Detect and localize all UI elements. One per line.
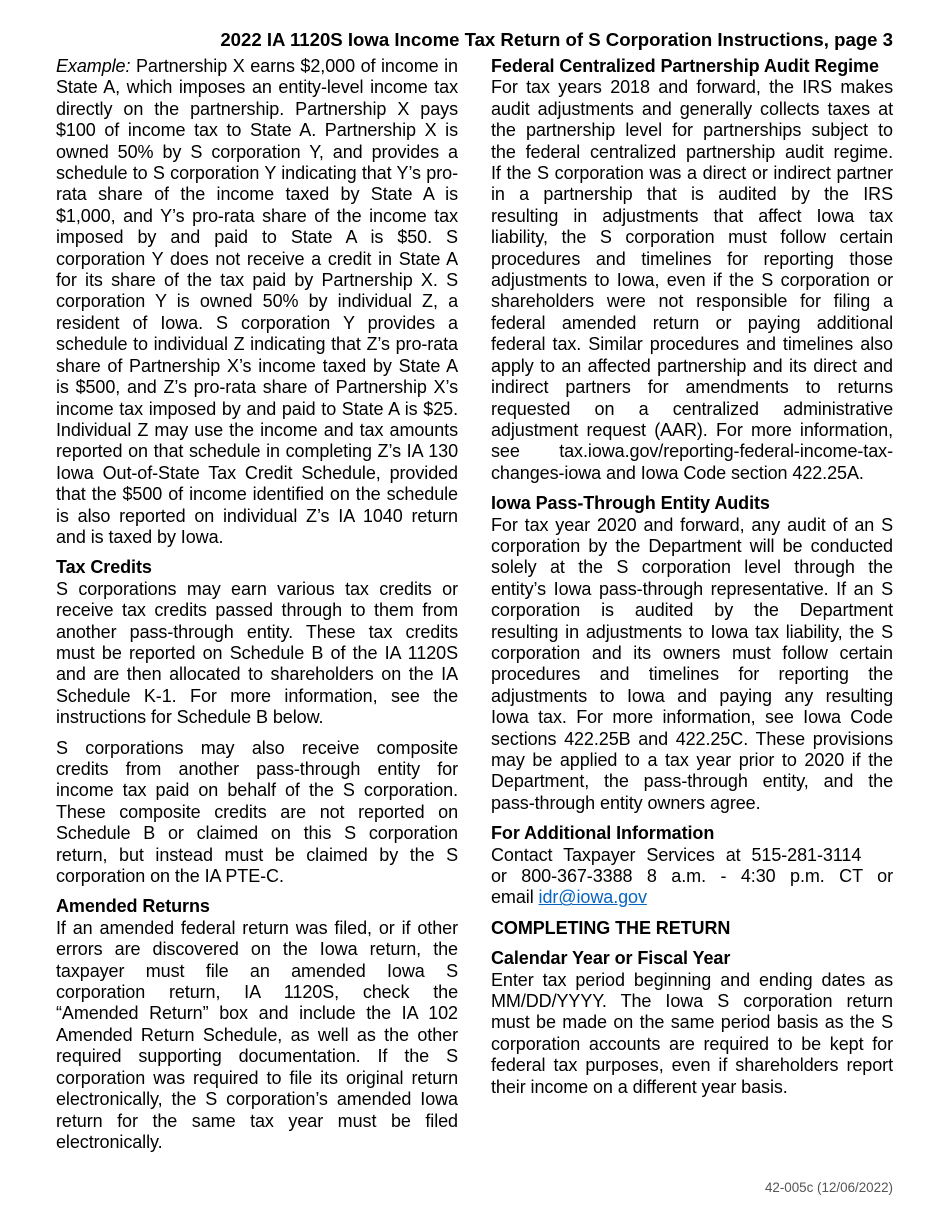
- text-line: sections 422.25B and 422.25C. These provisions: [491, 728, 893, 749]
- text-line: imposed by and paid to State A is $50. S: [56, 227, 458, 248]
- text-line: adjustments to Iowa, even if the S corporation or: [491, 270, 893, 291]
- contact-phone-line: Contact Taxpayer Services at 515-281-3114: [491, 844, 862, 865]
- text-line: electronically.: [56, 1131, 163, 1152]
- text-line: that the $500 of income identified on the schedule: [56, 484, 458, 505]
- text-line: corporation accounts are required to be kept for: [491, 1033, 893, 1054]
- text-line: These composite credits are not reported on: [56, 801, 458, 822]
- text-line: Iowa Out-of-State Tax Credit Schedule, provided: [56, 462, 458, 483]
- form-code-footer: 42-005c (12/06/2022): [764, 1180, 893, 1195]
- email-label: email: [491, 887, 534, 908]
- example-paragraph: [56, 56, 458, 548]
- text-line: Schedule B or claimed on this S corporation: [56, 823, 458, 844]
- text-line: reported on that schedule in completing Z’s IA 130: [56, 441, 458, 462]
- text-line: adjustment request (AAR). For more information,: [491, 419, 893, 440]
- text-line: changes-iowa and Iowa Code section 422.25A.: [491, 462, 864, 483]
- text-line: see tax.iowa.gov/reporting-federal-income-tax-: [491, 441, 893, 462]
- text-line: [56, 56, 458, 77]
- federal-audit-paragraph: [491, 77, 893, 484]
- text-line: income tax imposed by and paid to State A is $25.: [56, 398, 458, 419]
- text-line: corporation Y does not receive a credit in State A: [56, 248, 458, 269]
- text-line: instructions for Schedule B below.: [56, 707, 324, 728]
- right-column: [491, 56, 893, 1098]
- completing-return-heading: COMPLETING THE RETURN: [491, 917, 731, 938]
- text-line: must be made on the same period basis as the S: [491, 1012, 893, 1033]
- text-line: owned 50% by S corporation Y, and provides a: [56, 141, 458, 162]
- text-line: shareholders were not responsible for filing a: [491, 291, 893, 312]
- text-line: entity’s Iowa pass-through representative. If an S: [491, 578, 893, 599]
- contact-hours-line: or 800-367-3388 8 a.m. - 4:30 p.m. CT or: [491, 866, 893, 887]
- example-lines: [56, 77, 458, 548]
- text-line: indirect partners for amendments to returns: [491, 377, 893, 398]
- text-line: may be applied to a tax year prior to 2020 if the: [491, 750, 893, 770]
- left-column: [56, 56, 458, 1153]
- text-line: schedule to individual Z indicating that Z’s pro-rata: [56, 334, 458, 355]
- text-line: Enter tax period beginning and ending dates as: [491, 969, 893, 990]
- text-line: rata share of the income taxed by State A is: [56, 184, 458, 205]
- amended-returns-heading: Amended Returns: [56, 896, 210, 917]
- text-line: resulting in adjustments that affect Iowa tax: [491, 205, 893, 226]
- contact-email-line: [491, 887, 893, 908]
- text-line: receive tax credits passed through to them from: [56, 600, 458, 621]
- calendar-year-heading: Calendar Year or Fiscal Year: [491, 948, 731, 969]
- text-line: Schedule K-1. For more information, see the: [56, 685, 458, 706]
- text-line: S corporations may also receive composite: [56, 737, 458, 758]
- text-line: liability, the S corporation must follow certain: [491, 227, 893, 248]
- text-line: Iowa tax. For more information, see Iowa Code: [491, 707, 893, 728]
- text-line: $1,000, and Y’s pro-rata share of the income tax: [56, 205, 458, 226]
- text-line: corporation and its owners must follow certain: [491, 642, 893, 663]
- iowa-audits-heading: Iowa Pass-Through Entity Audits: [491, 493, 770, 514]
- amended-returns-paragraph: [56, 918, 458, 1153]
- text-line: “Amended Return” box and include the IA 102: [56, 1003, 458, 1024]
- tax-credits-paragraph-2: [56, 738, 458, 888]
- text-line: the federal centralized partnership audit regime.: [491, 141, 893, 162]
- text-line: their income on a different year basis.: [491, 1076, 788, 1097]
- text-line: corporation was required to file its original return: [56, 1067, 458, 1088]
- text-line: corporation Y is owned 50% by individual Z, a: [56, 291, 458, 312]
- text-line: resulting in adjustments to Iowa tax liability, the S: [491, 621, 893, 642]
- text-line: resident of Iowa. S corporation Y provides a: [56, 312, 458, 333]
- text-line: schedule to S corporation Y indicating that Y’s pro-: [56, 163, 458, 184]
- text-line: is also reported on individual Z’s IA 1040 return: [56, 505, 458, 526]
- text-line: return, but instead must be claimed by the S: [56, 844, 458, 865]
- text-line: If an amended federal return was filed, or if other: [56, 917, 458, 938]
- text-line: corporation is audited by the Department: [491, 600, 893, 621]
- text-line: If the S corporation was a direct or indirect partner: [491, 163, 893, 184]
- text-line: credits from another pass-through entity for: [56, 759, 458, 779]
- text-line: and are then allocated to shareholders on the IA: [56, 664, 458, 685]
- text-line: adjustments to Iowa and paying any resulting: [491, 685, 893, 706]
- text-line: requested on a centralized administrative: [491, 398, 893, 419]
- text-line: $100 of income tax to State A. Partnership X is: [56, 120, 458, 141]
- text-line: is $500, and Z’s pro-rata share of Partnership X’s: [56, 377, 458, 398]
- text-line: For tax years 2018 and forward, the IRS makes: [491, 77, 893, 98]
- text-line: solely at the S corporation level through the: [491, 557, 893, 578]
- text-line: errors are discovered on the Iowa return, the: [56, 939, 458, 960]
- text-line: Department, the pass-through entity, and the: [491, 771, 893, 792]
- contact-info: [491, 845, 893, 909]
- text-line: the partnership level for partnerships subject to: [491, 120, 893, 141]
- tax-credits-heading: Tax Credits: [56, 557, 152, 578]
- text-line: income tax paid on behalf of the S corporation.: [56, 780, 458, 801]
- text-line: For tax year 2020 and forward, any audit of an S: [491, 514, 893, 535]
- text-line: in a partnership that is audited by the IRS: [491, 184, 893, 205]
- email-link[interactable]: idr@iowa.gov: [538, 887, 647, 908]
- iowa-audits-paragraph: [491, 515, 893, 815]
- example-first-line: Partnership X earns $2,000 of income in: [135, 56, 458, 76]
- text-line: return for the same tax year must be filed: [56, 1110, 458, 1131]
- text-line: must be reported on Schedule B of the IA 1120S: [56, 642, 458, 663]
- text-line: another pass-through entity. These tax credits: [56, 621, 458, 642]
- text-line: share of Partnership X’s income taxed by State A: [56, 355, 458, 376]
- text-line: for its share of the tax paid by Partnership X. S: [56, 270, 458, 291]
- text-line: procedures and timelines for reporting the: [491, 664, 893, 685]
- text-line: State A, which imposes an entity-level income tax: [56, 77, 458, 98]
- text-line: audit adjustments and generally collects taxes at: [491, 98, 893, 119]
- text-line: corporation return, IA 1120S, check the: [56, 982, 458, 1003]
- text-line: procedures and timelines for reporting those: [491, 248, 893, 269]
- calendar-year-paragraph: [491, 970, 893, 1098]
- text-line: federal tax. Similar procedures and timelines also: [491, 334, 893, 355]
- text-line: required supporting documentation. If the S: [56, 1046, 458, 1067]
- text-line: apply to an affected partnership and its direct and: [491, 355, 893, 376]
- text-line: Amended Return Schedule, as well as the other: [56, 1024, 458, 1045]
- text-line: federal amended return or paying additional: [491, 312, 893, 333]
- text-line: directly on the partnership. Partnership X pays: [56, 98, 458, 119]
- additional-info-heading: For Additional Information: [491, 823, 715, 844]
- tax-credits-paragraph-1: [56, 579, 458, 729]
- text-line: pass-through entity owners agree.: [491, 792, 761, 813]
- text-line: S corporations may earn various tax credits or: [56, 578, 458, 599]
- text-line: federal tax purposes, even if shareholders report: [491, 1055, 893, 1076]
- example-label: Example:: [56, 56, 131, 76]
- text-line: and is taxed by Iowa.: [56, 526, 224, 547]
- text-line: corporation on the IA PTE-C.: [56, 866, 284, 887]
- text-line: corporation by the Department will be conducted: [491, 535, 893, 556]
- text-line: electronically, the S corporation’s amended Iowa: [56, 1089, 458, 1110]
- text-line: MM/DD/YYYY. The Iowa S corporation return: [491, 991, 893, 1012]
- page-header-title: 2022 IA 1120S Iowa Income Tax Return of S Corporation Instructions, page 3: [220, 29, 893, 50]
- text-line: taxpayer must file an amended Iowa S: [56, 960, 458, 981]
- federal-audit-heading: Federal Centralized Partnership Audit Regime: [491, 56, 879, 76]
- text-line: Individual Z may use the income and tax amounts: [56, 419, 458, 440]
